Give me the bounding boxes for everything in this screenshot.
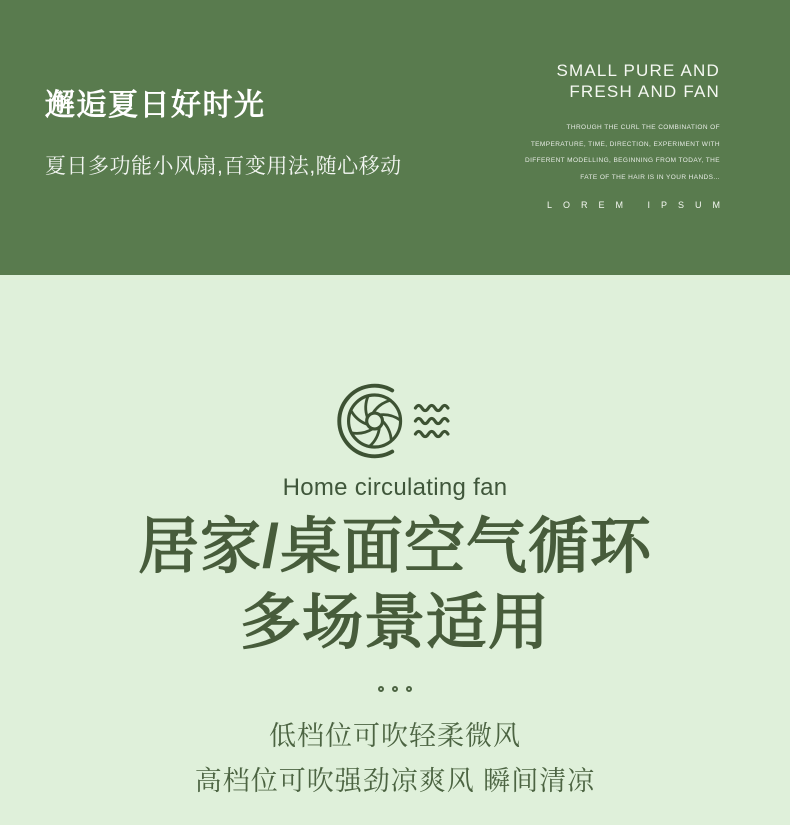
main-section [0,275,790,825]
headline-line2: 多场景适用 [239,588,550,656]
hero-banner [0,0,790,275]
hero-english-paragraph [400,120,720,186]
hero-english-heading [400,60,720,102]
feature-lines [195,714,596,804]
feature-line-low: 低档位可吹轻柔微风 [268,721,521,751]
hero-right-block [400,60,731,210]
paragraph-line: TEMPERATURE, TIME, DIRECTION, EXPERIMENT WITH [530,140,720,148]
paragraph-line: DIFFERENT MODELLING, BEGINNING FROM TODAY, THE [524,157,720,164]
dot-circle [378,686,384,692]
hero-subtitle: 夏日多功能小风扇,百变用法,随心移动 [45,155,402,178]
hero-english-heading-line1: SMALL PURE AND [556,61,720,80]
fan-with-wind-icon [330,378,460,464]
dot-circle [392,686,398,692]
paragraph-line: THROUGH THE CURL THE COMBINATION OF [566,124,720,131]
headline-line1: 居家/桌面空气循环 [138,512,652,580]
tagline-english: Home circulating fan [282,474,508,501]
hero-english-heading-line2: FRESH AND FAN [569,82,720,101]
paragraph-line: FATE OF THE HAIR IS IN YOUR HANDS... [580,173,720,181]
hero-left-block [45,80,402,180]
dot-separator [378,686,412,692]
lorem-ipsum-label: LOREM IPSUM [546,200,731,210]
hero-title: 邂逅夏日好时光 [45,89,266,122]
feature-line-high: 高档位可吹强劲凉爽风 瞬间清凉 [194,766,596,796]
dot-circle [406,686,412,692]
headline [138,508,652,660]
